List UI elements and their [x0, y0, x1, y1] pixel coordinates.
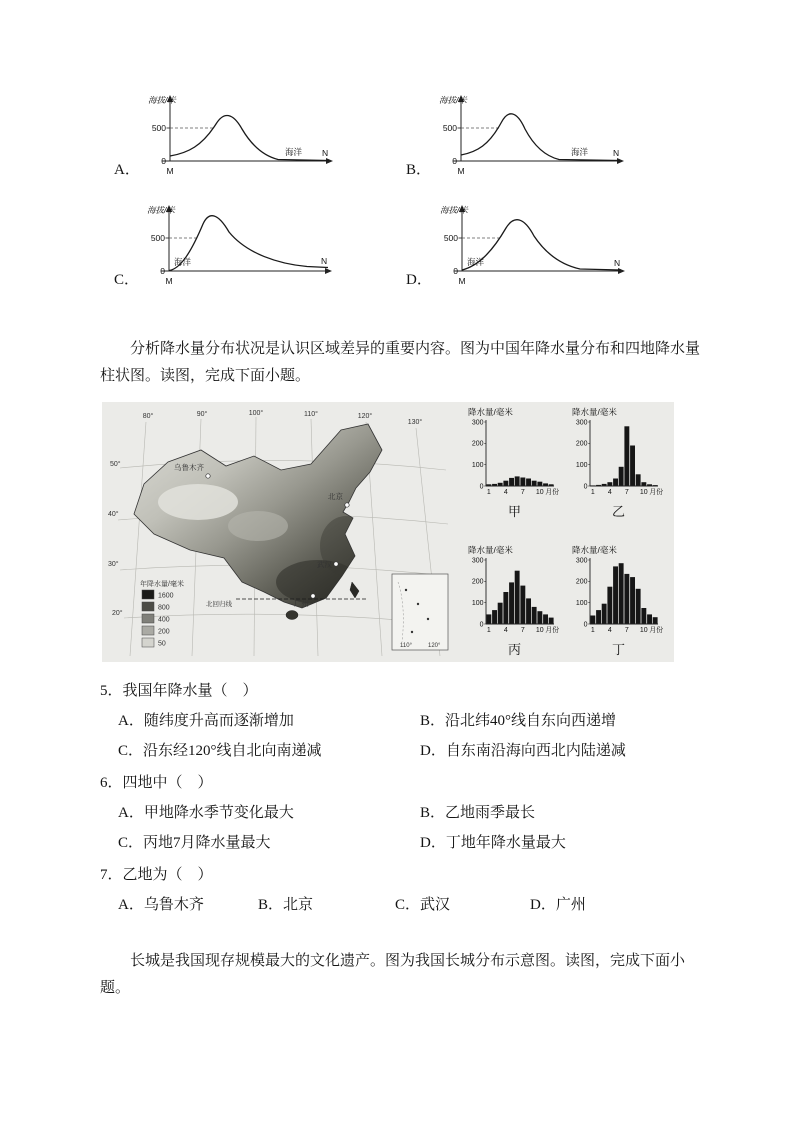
svg-text:N: N	[321, 256, 328, 266]
svg-text:M: M	[457, 166, 465, 176]
question-6-option-b: B．乙地雨季最长	[420, 805, 536, 821]
lon-100: 100°	[248, 410, 264, 417]
svg-text:500: 500	[151, 123, 166, 133]
svg-text:100: 100	[471, 600, 484, 608]
svg-text:北京: 北京	[328, 492, 343, 501]
lon-90: 90°	[196, 411, 208, 418]
svg-text:7: 7	[624, 489, 629, 496]
question-6-option-a: A．甲地降水季节变化最大	[118, 805, 294, 821]
profile-c-chart	[141, 202, 333, 290]
bar-chart-ding-title: 降水量/毫米	[572, 545, 617, 555]
bar-chart-yi	[568, 406, 669, 520]
svg-text:0: 0	[452, 156, 458, 166]
ocean-label: 海洋	[571, 147, 589, 157]
svg-text:M: M	[458, 276, 466, 286]
svg-text:海拔/米: 海拔/米	[439, 95, 467, 105]
svg-text:N: N	[613, 148, 620, 158]
svg-text:300: 300	[575, 419, 588, 427]
svg-text:4: 4	[607, 489, 612, 496]
svg-text:1: 1	[590, 489, 595, 496]
svg-text:10: 10	[535, 489, 544, 496]
svg-text:50: 50	[158, 640, 166, 648]
svg-text:4: 4	[503, 627, 508, 634]
question-7-option-c: C．武汉	[395, 897, 451, 913]
ocean-label: 海洋	[174, 257, 192, 267]
svg-text:100: 100	[471, 462, 484, 470]
svg-text:1600: 1600	[158, 592, 174, 600]
tarim-light-band	[158, 484, 238, 520]
question-5-options	[118, 706, 706, 766]
lat-40: 40°	[108, 511, 119, 518]
svg-text:10: 10	[639, 627, 648, 634]
svg-text:M: M	[165, 276, 173, 286]
svg-text:N: N	[613, 258, 620, 268]
svg-text:海拔/米: 海拔/米	[147, 205, 175, 215]
svg-text:乌鲁木齐: 乌鲁木齐	[174, 463, 204, 472]
svg-text:月份: 月份	[649, 489, 664, 496]
svg-text:300: 300	[471, 419, 484, 427]
bar-chart-bing-plot	[464, 556, 562, 640]
question-5-option-b: B．沿北纬40°线自东向西递增	[420, 713, 617, 729]
question-7-option-a: A．乌鲁木齐	[118, 897, 204, 913]
svg-text:110°: 110°	[400, 643, 412, 649]
svg-text:300: 300	[471, 557, 484, 565]
svg-text:0: 0	[453, 266, 458, 276]
svg-text:0: 0	[583, 621, 588, 629]
svg-text:1: 1	[590, 627, 595, 634]
profile-a-label: A．	[114, 162, 140, 178]
y-axis-label: 海拔/米	[147, 95, 176, 105]
svg-text:500: 500	[443, 233, 458, 243]
question-7	[100, 860, 706, 920]
svg-text:400: 400	[158, 616, 170, 624]
question-6-stem: 6．四地中（ ）	[100, 775, 213, 791]
svg-text:月份: 月份	[545, 489, 560, 496]
svg-text:月份: 月份	[545, 627, 560, 634]
tropic-of-cancer-label: 北回归线	[206, 601, 232, 608]
svg-text:月份: 月份	[649, 627, 664, 634]
bar-chart-ding-name: 丁	[611, 642, 625, 657]
profile-c-label: C．	[114, 272, 140, 288]
question-5-option-c: C．沿东经120°线自北向南递减	[118, 743, 322, 759]
question-6-option-d: D．丁地年降水量最大	[420, 835, 566, 851]
svg-text:200: 200	[471, 440, 484, 448]
hainan-island	[286, 611, 298, 620]
question-7-options	[118, 890, 706, 920]
bar-chart-jia-title: 降水量/毫米	[468, 407, 513, 417]
station-bar-charts	[464, 406, 670, 658]
svg-text:M: M	[166, 166, 174, 176]
lon-110: 110°	[304, 411, 318, 418]
bar-chart-bing	[464, 544, 565, 658]
svg-text:7: 7	[624, 627, 629, 634]
precipitation-figure	[102, 402, 674, 662]
mid-band	[228, 511, 288, 541]
svg-text:200: 200	[471, 578, 484, 586]
svg-text:海拔/米: 海拔/米	[439, 205, 468, 215]
intro-paragraph-precipitation: 分析降水量分布状况是认识区域差异的重要内容。图为中国年降水量分布和四地降水量柱状图。读图，完成下面小题。	[100, 341, 701, 384]
profile-d-chart	[434, 202, 626, 290]
svg-text:10: 10	[639, 489, 648, 496]
bar-chart-ding-plot	[568, 556, 666, 640]
svg-text:武汉: 武汉	[317, 560, 332, 569]
profile-b-label: B．	[406, 162, 432, 178]
elevation-profile-c	[114, 202, 406, 290]
elevation-profile-a	[114, 92, 406, 180]
svg-text:0: 0	[161, 156, 166, 166]
elevation-profile-b	[406, 92, 698, 180]
svg-text:10: 10	[535, 627, 544, 634]
bar-chart-jia	[464, 406, 565, 520]
svg-text:100: 100	[575, 462, 588, 470]
elevation-profiles-section	[114, 92, 706, 290]
lon-130: 130°	[407, 419, 423, 426]
profile-a-chart	[142, 92, 334, 180]
south-china-sea-inset	[392, 574, 448, 650]
bar-chart-jia-plot	[464, 418, 562, 502]
svg-text:7: 7	[520, 627, 525, 634]
svg-text:300: 300	[575, 557, 588, 565]
bar-chart-bing-name: 丙	[507, 642, 521, 657]
question-6-options	[118, 798, 706, 858]
question-7-option-b: B．北京	[258, 897, 314, 913]
svg-text:0: 0	[583, 483, 588, 491]
map-legend	[140, 579, 184, 648]
svg-text:N: N	[321, 148, 328, 158]
china-outline	[134, 424, 382, 620]
question-5-option-d: D．自东南沿海向西北内陆递减	[420, 743, 626, 759]
bar-chart-yi-plot	[568, 418, 666, 502]
svg-text:1: 1	[486, 489, 491, 496]
china-precipitation-map	[106, 406, 458, 658]
svg-text:1: 1	[486, 627, 491, 634]
lon-80: 80°	[142, 413, 154, 420]
question-5-option-a: A．随纬度升高而逐渐增加	[118, 713, 294, 729]
svg-text:0: 0	[160, 266, 166, 276]
bar-chart-yi-name: 乙	[611, 504, 625, 519]
profile-d-label: D．	[406, 272, 432, 288]
svg-text:0: 0	[479, 483, 484, 491]
question-5-stem: 5．我国年降水量（ ）	[100, 683, 258, 699]
svg-text:广州: 广州	[294, 599, 309, 608]
lat-30: 30°	[108, 561, 119, 568]
question-5	[100, 676, 706, 766]
lat-50: 50°	[110, 461, 121, 468]
elevation-profile-d	[406, 202, 698, 290]
svg-text:200: 200	[575, 440, 588, 448]
svg-text:500: 500	[442, 123, 458, 133]
profile-b-chart	[433, 92, 625, 180]
svg-text:200: 200	[575, 578, 588, 586]
lon-120: 120°	[357, 413, 373, 420]
lat-20: 20°	[112, 610, 123, 617]
svg-text:200: 200	[158, 628, 170, 636]
bar-chart-yi-title: 降水量/毫米	[572, 407, 617, 417]
question-6	[100, 768, 706, 858]
legend-title: 年降水量/毫米	[140, 581, 184, 588]
svg-text:4: 4	[503, 489, 508, 496]
svg-text:7: 7	[520, 489, 525, 496]
question-6-option-c: C．丙地7月降水量最大	[118, 835, 271, 851]
taiwan-island	[350, 582, 359, 598]
svg-text:800: 800	[158, 604, 170, 612]
ocean-label: 海洋	[466, 257, 484, 267]
question-7-stem: 7．乙地为（ ）	[100, 867, 213, 883]
intro-paragraph-great-wall: 长城是我国现存规模最大的文化遗产。图为我国长城分布示意图。读图，完成下面小题。	[100, 953, 686, 996]
svg-text:0: 0	[479, 621, 484, 629]
svg-text:100: 100	[575, 600, 588, 608]
bar-chart-ding	[568, 544, 669, 658]
ocean-label: 海洋	[284, 147, 302, 157]
bar-chart-jia-name: 甲	[507, 504, 521, 519]
question-7-option-d: D．广州	[530, 897, 586, 913]
svg-text:4: 4	[607, 627, 612, 634]
svg-text:120°: 120°	[428, 643, 441, 649]
bar-chart-bing-title: 降水量/毫米	[468, 545, 513, 555]
china-map-wrap	[106, 406, 458, 658]
svg-text:500: 500	[150, 233, 166, 243]
